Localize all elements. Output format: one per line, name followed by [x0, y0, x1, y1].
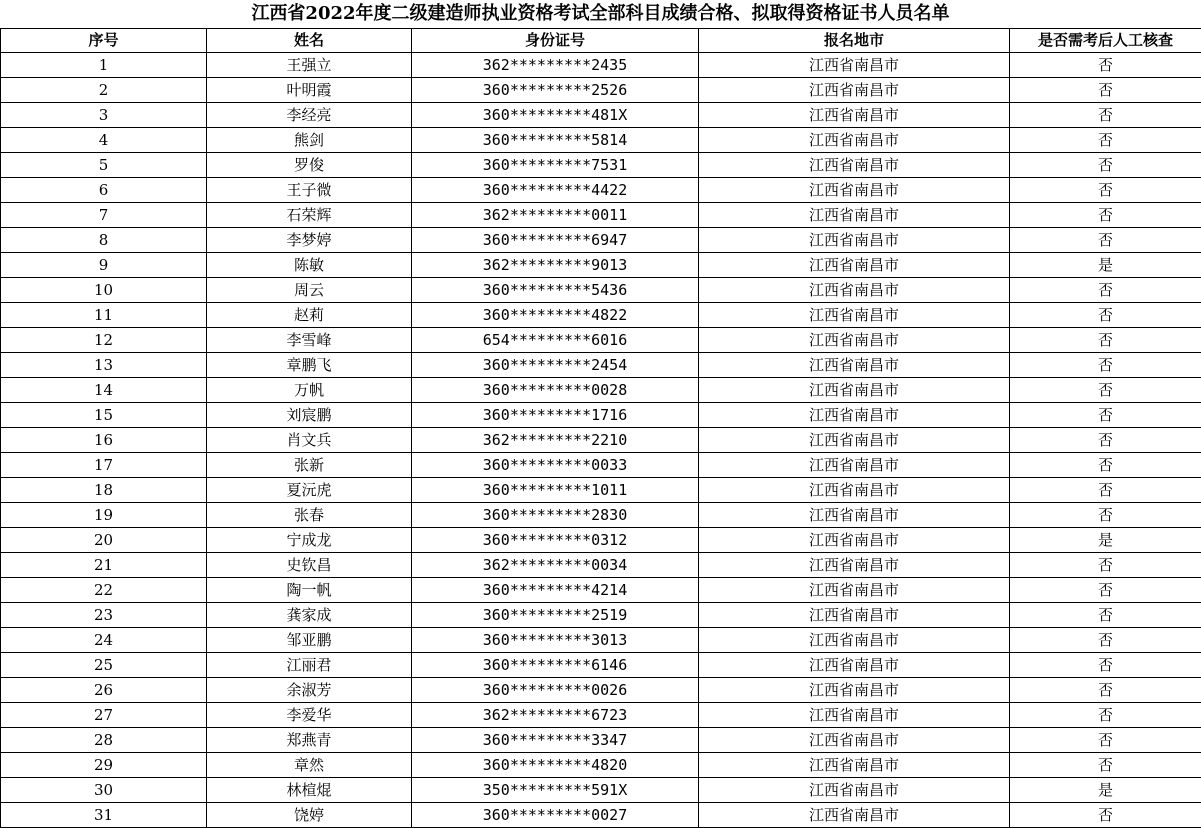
- cell-place[interactable]: 江西省南昌市: [699, 78, 1010, 103]
- cell-place[interactable]: 江西省南昌市: [699, 778, 1010, 803]
- cell-id-number[interactable]: 362*********2435: [412, 53, 699, 78]
- cell-index[interactable]: 24: [1, 628, 207, 653]
- cell-review[interactable]: 否: [1010, 728, 1201, 753]
- table-row: [1, 478, 1201, 503]
- table-row: [1, 678, 1201, 703]
- cell-id-number[interactable]: 360*********1716: [412, 403, 699, 428]
- cell-review[interactable]: 否: [1010, 453, 1201, 478]
- table-row: [1, 603, 1201, 628]
- cell-index[interactable]: 21: [1, 553, 207, 578]
- cell-place[interactable]: 江西省南昌市: [699, 703, 1010, 728]
- cell-index[interactable]: 22: [1, 578, 207, 603]
- header-name[interactable]: 姓名: [207, 29, 412, 53]
- table-row: [1, 103, 1201, 128]
- cell-id-number[interactable]: 360*********5814: [412, 128, 699, 153]
- cell-index[interactable]: 10: [1, 278, 207, 303]
- cell-index[interactable]: 29: [1, 753, 207, 778]
- cell-index[interactable]: 4: [1, 128, 207, 153]
- cell-name[interactable]: 李雪峰: [207, 328, 412, 353]
- cell-place[interactable]: 江西省南昌市: [699, 103, 1010, 128]
- cell-name[interactable]: 王子微: [207, 178, 412, 203]
- cell-name[interactable]: 宁成龙: [207, 528, 412, 553]
- cell-name[interactable]: 章然: [207, 753, 412, 778]
- cell-place[interactable]: 江西省南昌市: [699, 428, 1010, 453]
- cell-review[interactable]: 否: [1010, 628, 1201, 653]
- cell-name[interactable]: 张春: [207, 503, 412, 528]
- table-row: [1, 303, 1201, 328]
- cell-review[interactable]: 否: [1010, 153, 1201, 178]
- cell-index[interactable]: 25: [1, 653, 207, 678]
- cell-index[interactable]: 26: [1, 678, 207, 703]
- table-row: [1, 328, 1201, 353]
- cell-place[interactable]: 江西省南昌市: [699, 353, 1010, 378]
- cell-review[interactable]: 否: [1010, 203, 1201, 228]
- cell-name[interactable]: 李梦婷: [207, 228, 412, 253]
- cell-name[interactable]: 李爱华: [207, 703, 412, 728]
- table-row: [1, 53, 1201, 78]
- cell-place[interactable]: 江西省南昌市: [699, 128, 1010, 153]
- cell-name[interactable]: 李经亮: [207, 103, 412, 128]
- cell-name[interactable]: 章鹏飞: [207, 353, 412, 378]
- table-row: [1, 578, 1201, 603]
- cell-index[interactable]: 30: [1, 778, 207, 803]
- cell-place[interactable]: 江西省南昌市: [699, 503, 1010, 528]
- cell-index[interactable]: 20: [1, 528, 207, 553]
- cell-id-number[interactable]: 654*********6016: [412, 328, 699, 353]
- cell-review[interactable]: 是: [1010, 528, 1201, 553]
- cell-index[interactable]: 23: [1, 603, 207, 628]
- cell-review[interactable]: 否: [1010, 803, 1201, 828]
- cell-id-number[interactable]: 360*********3347: [412, 728, 699, 753]
- cell-index[interactable]: 3: [1, 103, 207, 128]
- cell-place[interactable]: 江西省南昌市: [699, 478, 1010, 503]
- cell-review[interactable]: 否: [1010, 178, 1201, 203]
- cell-index[interactable]: 16: [1, 428, 207, 453]
- cell-index[interactable]: 6: [1, 178, 207, 203]
- table-row: [1, 353, 1201, 378]
- cell-place[interactable]: 江西省南昌市: [699, 153, 1010, 178]
- table-row: [1, 203, 1201, 228]
- cell-name[interactable]: 郑燕青: [207, 728, 412, 753]
- sheet-title: 江西省2022年度二级建造师执业资格考试全部科目成绩合格、拟取得资格证书人员名单: [251, 3, 950, 24]
- cell-review[interactable]: 是: [1010, 253, 1201, 278]
- cell-review[interactable]: 是: [1010, 778, 1201, 803]
- header-review[interactable]: 是否需考后人工核查: [1010, 29, 1201, 53]
- cell-id-number[interactable]: 360*********3013: [412, 628, 699, 653]
- table-row: [1, 703, 1201, 728]
- cell-id-number[interactable]: 362*********0011: [412, 203, 699, 228]
- cell-id-number[interactable]: 362*********6723: [412, 703, 699, 728]
- cell-name[interactable]: 王强立: [207, 53, 412, 78]
- cell-name[interactable]: 罗俊: [207, 153, 412, 178]
- cell-id-number[interactable]: 360*********0026: [412, 678, 699, 703]
- cell-index[interactable]: 2: [1, 78, 207, 103]
- cell-id-number[interactable]: 360*********1011: [412, 478, 699, 503]
- cell-name[interactable]: 林楦焜: [207, 778, 412, 803]
- cell-review[interactable]: 否: [1010, 678, 1201, 703]
- table-row: [1, 128, 1201, 153]
- cell-index[interactable]: 31: [1, 803, 207, 828]
- cell-review[interactable]: 否: [1010, 103, 1201, 128]
- header-index[interactable]: 序号: [1, 29, 207, 53]
- cell-id-number[interactable]: 350*********591X: [412, 778, 699, 803]
- cell-place[interactable]: 江西省南昌市: [699, 553, 1010, 578]
- table-row: [1, 403, 1201, 428]
- results-table: [0, 28, 1201, 828]
- cell-review[interactable]: 否: [1010, 503, 1201, 528]
- cell-place[interactable]: 江西省南昌市: [699, 178, 1010, 203]
- cell-place[interactable]: 江西省南昌市: [699, 653, 1010, 678]
- cell-place[interactable]: 江西省南昌市: [699, 378, 1010, 403]
- cell-id-number[interactable]: 360*********4820: [412, 753, 699, 778]
- cell-place[interactable]: 江西省南昌市: [699, 753, 1010, 778]
- cell-place[interactable]: 江西省南昌市: [699, 453, 1010, 478]
- cell-place[interactable]: 江西省南昌市: [699, 53, 1010, 78]
- cell-id-number[interactable]: 360*********0312: [412, 528, 699, 553]
- cell-name[interactable]: 史钦昌: [207, 553, 412, 578]
- cell-index[interactable]: 8: [1, 228, 207, 253]
- cell-review[interactable]: 否: [1010, 328, 1201, 353]
- cell-id-number[interactable]: 360*********5436: [412, 278, 699, 303]
- cell-id-number[interactable]: 362*********9013: [412, 253, 699, 278]
- cell-id-number[interactable]: 360*********0028: [412, 378, 699, 403]
- cell-name[interactable]: 夏沅虎: [207, 478, 412, 503]
- cell-place[interactable]: 江西省南昌市: [699, 328, 1010, 353]
- cell-name[interactable]: 余淑芳: [207, 678, 412, 703]
- cell-name[interactable]: 江丽君: [207, 653, 412, 678]
- cell-id-number[interactable]: 360*********2526: [412, 78, 699, 103]
- table-body: [1, 53, 1201, 828]
- table-row: [1, 153, 1201, 178]
- cell-name[interactable]: 陈敏: [207, 253, 412, 278]
- cell-review[interactable]: 否: [1010, 353, 1201, 378]
- cell-review[interactable]: 否: [1010, 128, 1201, 153]
- table-row: [1, 503, 1201, 528]
- table-row: [1, 278, 1201, 303]
- cell-index[interactable]: 5: [1, 153, 207, 178]
- cell-name[interactable]: 万帆: [207, 378, 412, 403]
- table-row: [1, 453, 1201, 478]
- cell-name[interactable]: 陶一帆: [207, 578, 412, 603]
- cell-review[interactable]: 否: [1010, 428, 1201, 453]
- cell-index[interactable]: 11: [1, 303, 207, 328]
- cell-index[interactable]: 28: [1, 728, 207, 753]
- table-row: [1, 553, 1201, 578]
- cell-review[interactable]: 否: [1010, 403, 1201, 428]
- cell-id-number[interactable]: 362*********0034: [412, 553, 699, 578]
- cell-id-number[interactable]: 360*********4214: [412, 578, 699, 603]
- cell-place[interactable]: 江西省南昌市: [699, 728, 1010, 753]
- table-row: [1, 728, 1201, 753]
- cell-index[interactable]: 18: [1, 478, 207, 503]
- table-row: [1, 253, 1201, 278]
- header-row: [1, 29, 1201, 53]
- cell-place[interactable]: 江西省南昌市: [699, 578, 1010, 603]
- table-row: [1, 178, 1201, 203]
- header-place[interactable]: 报名地市: [699, 29, 1010, 53]
- cell-index[interactable]: 15: [1, 403, 207, 428]
- cell-index[interactable]: 7: [1, 203, 207, 228]
- table-row: [1, 428, 1201, 453]
- cell-review[interactable]: 否: [1010, 703, 1201, 728]
- cell-name[interactable]: 饶婷: [207, 803, 412, 828]
- cell-name[interactable]: 张新: [207, 453, 412, 478]
- cell-place[interactable]: 江西省南昌市: [699, 528, 1010, 553]
- cell-review[interactable]: 否: [1010, 753, 1201, 778]
- cell-id-number[interactable]: 360*********6947: [412, 228, 699, 253]
- cell-index[interactable]: 9: [1, 253, 207, 278]
- table-row: [1, 778, 1201, 803]
- cell-name[interactable]: 赵莉: [207, 303, 412, 328]
- cell-review[interactable]: 否: [1010, 653, 1201, 678]
- cell-place[interactable]: 江西省南昌市: [699, 203, 1010, 228]
- cell-id-number[interactable]: 360*********481X: [412, 103, 699, 128]
- cell-id-number[interactable]: 360*********6146: [412, 653, 699, 678]
- cell-name[interactable]: 周云: [207, 278, 412, 303]
- cell-review[interactable]: 否: [1010, 303, 1201, 328]
- cell-place[interactable]: 江西省南昌市: [699, 628, 1010, 653]
- cell-id-number[interactable]: 360*********4822: [412, 303, 699, 328]
- cell-id-number[interactable]: 360*********7531: [412, 153, 699, 178]
- table-row: [1, 653, 1201, 678]
- cell-place[interactable]: 江西省南昌市: [699, 678, 1010, 703]
- cell-place[interactable]: 江西省南昌市: [699, 403, 1010, 428]
- cell-id-number[interactable]: 360*********2830: [412, 503, 699, 528]
- cell-id-number[interactable]: 360*********2454: [412, 353, 699, 378]
- cell-name[interactable]: 叶明霞: [207, 78, 412, 103]
- cell-review[interactable]: 否: [1010, 228, 1201, 253]
- cell-place[interactable]: 江西省南昌市: [699, 303, 1010, 328]
- cell-id-number[interactable]: 360*********2519: [412, 603, 699, 628]
- table-row: [1, 753, 1201, 778]
- cell-review[interactable]: 否: [1010, 53, 1201, 78]
- table-row: [1, 228, 1201, 253]
- table-row: [1, 803, 1201, 828]
- cell-index[interactable]: 14: [1, 378, 207, 403]
- cell-index[interactable]: 13: [1, 353, 207, 378]
- cell-place[interactable]: 江西省南昌市: [699, 228, 1010, 253]
- cell-review[interactable]: 否: [1010, 478, 1201, 503]
- cell-id-number[interactable]: 360*********0033: [412, 453, 699, 478]
- cell-index[interactable]: 1: [1, 53, 207, 78]
- cell-name[interactable]: 肖文兵: [207, 428, 412, 453]
- cell-index[interactable]: 12: [1, 328, 207, 353]
- cell-review[interactable]: 否: [1010, 578, 1201, 603]
- cell-place[interactable]: 江西省南昌市: [699, 603, 1010, 628]
- cell-name[interactable]: 石荣辉: [207, 203, 412, 228]
- table-row: [1, 378, 1201, 403]
- cell-review[interactable]: 否: [1010, 553, 1201, 578]
- cell-review[interactable]: 否: [1010, 378, 1201, 403]
- cell-review[interactable]: 否: [1010, 78, 1201, 103]
- cell-name[interactable]: 龚家成: [207, 603, 412, 628]
- cell-index[interactable]: 17: [1, 453, 207, 478]
- table-row: [1, 78, 1201, 103]
- cell-review[interactable]: 否: [1010, 278, 1201, 303]
- cell-place[interactable]: 江西省南昌市: [699, 278, 1010, 303]
- header-id[interactable]: 身份证号: [412, 29, 699, 53]
- cell-id-number[interactable]: 360*********0027: [412, 803, 699, 828]
- cell-id-number[interactable]: 362*********2210: [412, 428, 699, 453]
- table-row: [1, 628, 1201, 653]
- cell-name[interactable]: 刘宸鹏: [207, 403, 412, 428]
- cell-place[interactable]: 江西省南昌市: [699, 803, 1010, 828]
- cell-index[interactable]: 19: [1, 503, 207, 528]
- cell-id-number[interactable]: 360*********4422: [412, 178, 699, 203]
- cell-name[interactable]: 熊剑: [207, 128, 412, 153]
- cell-review[interactable]: 否: [1010, 603, 1201, 628]
- cell-index[interactable]: 27: [1, 703, 207, 728]
- cell-name[interactable]: 邹亚鹏: [207, 628, 412, 653]
- table-row: [1, 528, 1201, 553]
- cell-place[interactable]: 江西省南昌市: [699, 253, 1010, 278]
